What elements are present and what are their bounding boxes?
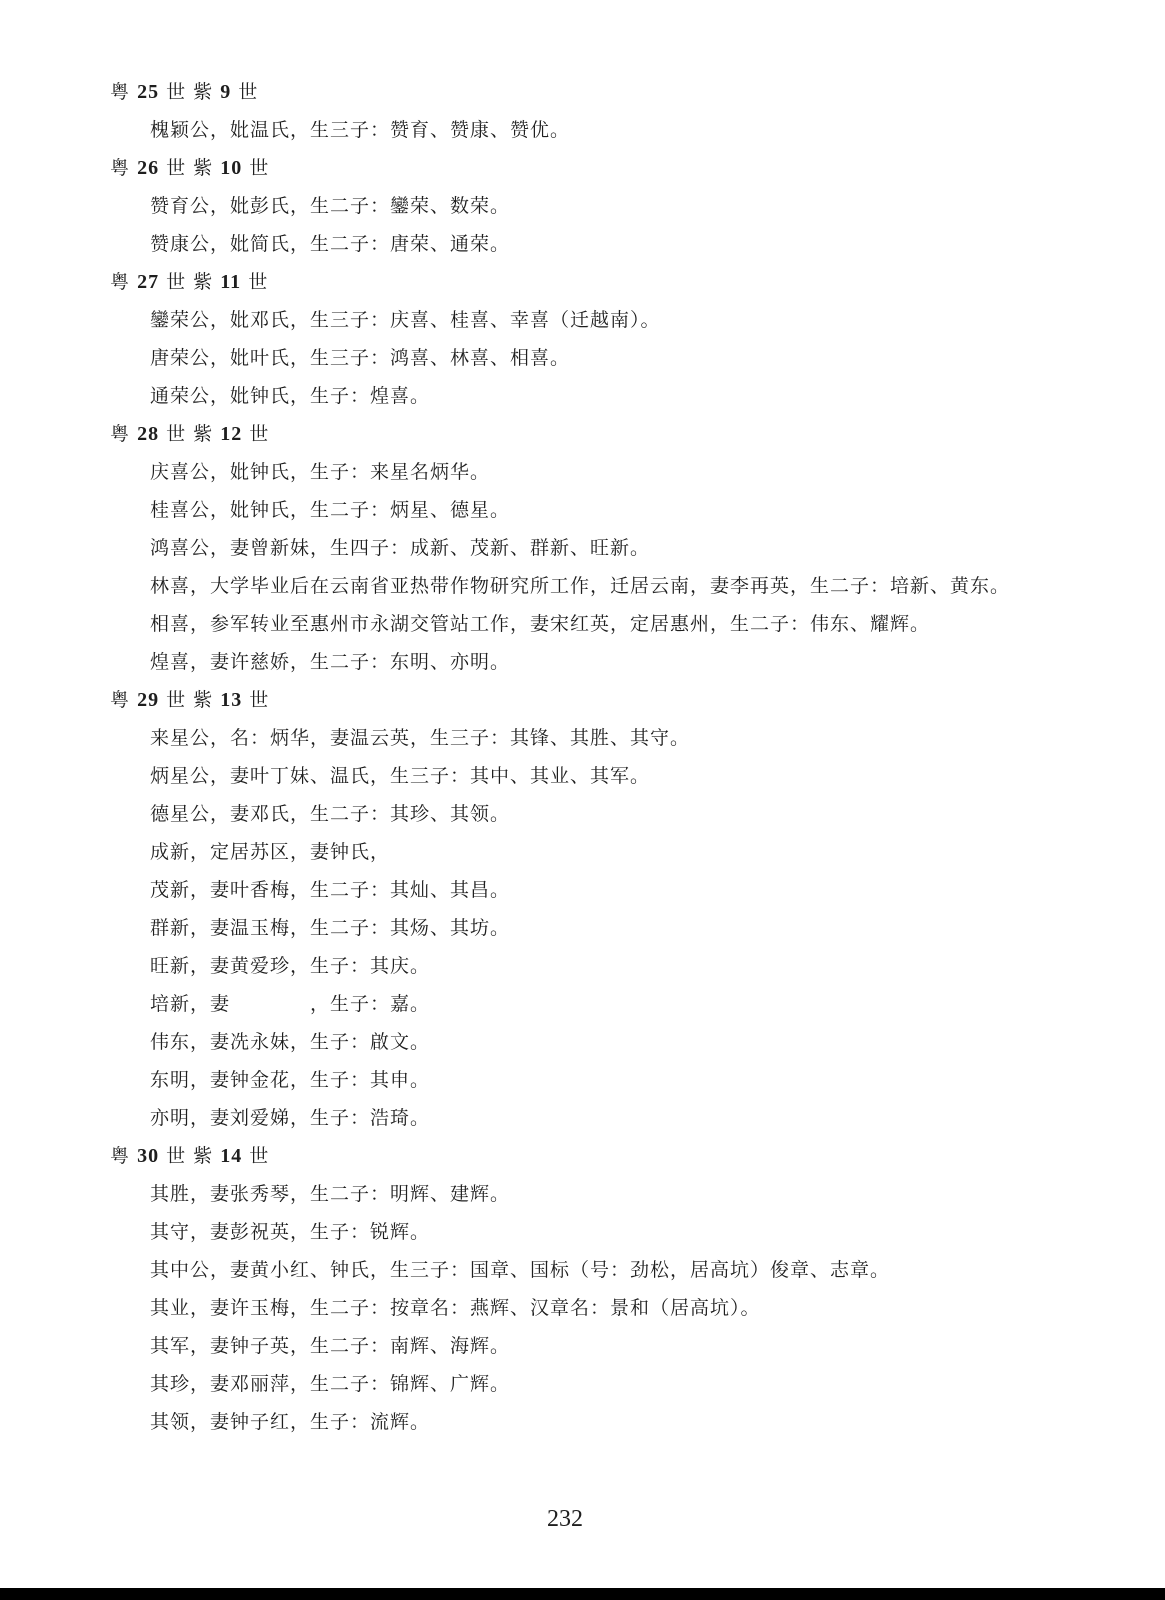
generation-heading: 粤 30 世 紫 14 世 <box>110 1145 270 1167</box>
genealogy-entry: 赞育公，妣彭氏，生二子：鑾荣、数荣。 <box>150 195 511 217</box>
genealogy-entry: 其业，妻许玉梅，生二子：按章名：燕辉、汉章名：景和（居高坑）。 <box>150 1297 761 1319</box>
genealogy-entry: 其守，妻彭祝英，生子：锐辉。 <box>150 1221 431 1243</box>
generation-heading: 粤 25 世 紫 9 世 <box>110 81 259 103</box>
scan-border <box>0 1588 1165 1600</box>
generation-heading: 粤 26 世 紫 10 世 <box>110 157 270 179</box>
genealogy-entry: 德星公，妻邓氏，生二子：其珍、其领。 <box>150 803 511 825</box>
genealogy-entry: 其胜，妻张秀琴，生二子：明辉、建辉。 <box>150 1183 511 1205</box>
genealogy-entry: 其领，妻钟子红，生子：流辉。 <box>150 1411 431 1433</box>
genealogy-entry: 槐颖公，妣温氏，生三子：赞育、赞康、赞优。 <box>150 119 571 141</box>
genealogy-entry: 鸿喜公，妻曾新妹，生四子：成新、茂新、群新、旺新。 <box>150 537 651 559</box>
genealogy-content <box>110 80 1140 1448</box>
generation-heading: 粤 29 世 紫 13 世 <box>110 689 270 711</box>
genealogy-entry: 来星公，名：炳华，妻温云英，生三子：其锋、其胜、其守。 <box>150 727 691 749</box>
generation-heading: 粤 28 世 紫 12 世 <box>110 423 270 445</box>
genealogy-entry: 亦明，妻刘爱娣，生子：浩琦。 <box>150 1107 431 1129</box>
genealogy-entry: 培新，妻 ，生子：嘉。 <box>150 993 431 1015</box>
genealogy-entry: 唐荣公，妣叶氏，生三子：鸿喜、林喜、相喜。 <box>150 347 571 369</box>
genealogy-entry: 相喜，参军转业至惠州市永湖交管站工作，妻宋红英，定居惠州，生二子：伟东、耀辉。 <box>150 613 931 635</box>
genealogy-entry: 成新，定居苏区，妻钟氏， <box>150 841 391 863</box>
genealogy-entry: 伟东，妻冼永妹，生子：啟文。 <box>150 1031 431 1053</box>
genealogy-entry: 赞康公，妣简氏，生二子：唐荣、通荣。 <box>150 233 511 255</box>
genealogy-entry: 茂新，妻叶香梅，生二子：其灿、其昌。 <box>150 879 511 901</box>
genealogy-entry: 炳星公，妻叶丁妹、温氏，生三子：其中、其业、其军。 <box>150 765 651 787</box>
genealogy-entry: 通荣公，妣钟氏，生子：煌喜。 <box>150 385 431 407</box>
genealogy-entry: 其中公，妻黄小红、钟氏，生三子：国章、国标（号：劲松，居高坑）俊章、志章。 <box>150 1259 891 1281</box>
genealogy-entry: 鑾荣公，妣邓氏，生三子：庆喜、桂喜、幸喜（迁越南）。 <box>150 309 661 331</box>
genealogy-entry: 林喜，大学毕业后在云南省亚热带作物研究所工作，迁居云南，妻李再英，生二子：培新、黄东。 <box>150 575 1011 597</box>
genealogy-entry: 煌喜，妻许慈娇，生二子：东明、亦明。 <box>150 651 511 673</box>
genealogy-entry: 其军，妻钟子英，生二子：南辉、海辉。 <box>150 1335 511 1357</box>
genealogy-entry: 东明，妻钟金花，生子：其申。 <box>150 1069 431 1091</box>
genealogy-entry: 其珍，妻邓丽萍，生二子：锦辉、广辉。 <box>150 1373 511 1395</box>
genealogy-entry: 庆喜公，妣钟氏，生子：来星名炳华。 <box>150 461 491 483</box>
genealogy-entry: 旺新，妻黄爱珍，生子：其庆。 <box>150 955 431 977</box>
generation-heading: 粤 27 世 紫 11 世 <box>110 271 269 293</box>
genealogy-entry: 群新，妻温玉梅，生二子：其炀、其坊。 <box>150 917 511 939</box>
page-number: 232 <box>547 1506 583 1532</box>
genealogy-entry: 桂喜公，妣钟氏，生二子：炳星、德星。 <box>150 499 511 521</box>
